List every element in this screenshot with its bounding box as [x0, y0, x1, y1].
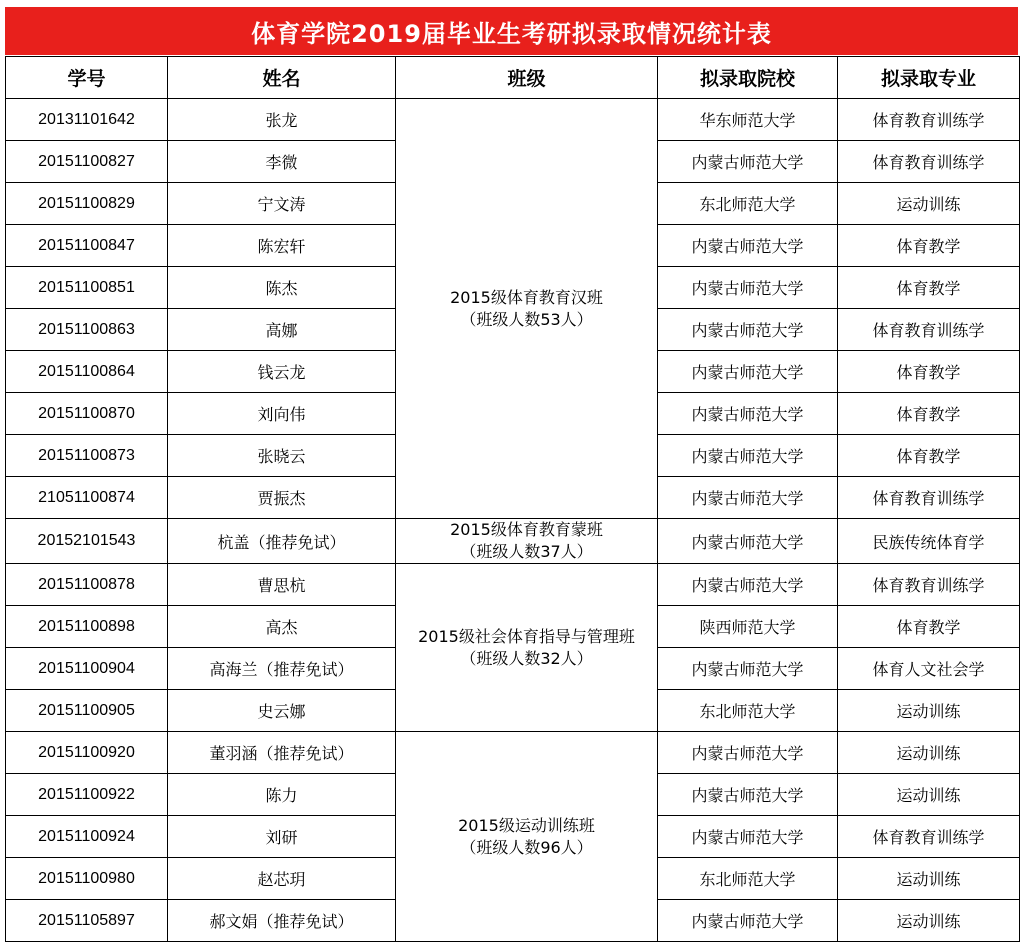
- student-name-cell: 张晓云: [168, 435, 396, 477]
- student-id-cell: 20152101543: [6, 519, 168, 564]
- major-cell: 民族传统体育学: [838, 519, 1020, 564]
- major-cell: 体育人文社会学: [838, 648, 1020, 690]
- header-id: 学号: [6, 57, 168, 99]
- class-name: 2015级体育教育汉班: [450, 287, 603, 307]
- class-cell-social-sports: [396, 564, 658, 732]
- school-cell: 内蒙古师范大学: [658, 351, 838, 393]
- major-cell: 体育教育训练学: [838, 477, 1020, 519]
- school-cell: 内蒙古师范大学: [658, 816, 838, 858]
- major-cell: 运动训练: [838, 690, 1020, 732]
- student-name-cell: 高娜: [168, 309, 396, 351]
- student-name-cell: 董羽涵（推荐免试）: [168, 732, 396, 774]
- major-cell: 运动训练: [838, 858, 1020, 900]
- class-cell-sports-training: [396, 732, 658, 942]
- header-major: 拟录取专业: [838, 57, 1020, 99]
- school-cell: 内蒙古师范大学: [658, 141, 838, 183]
- class-cell-mongolian: [396, 519, 658, 564]
- admission-table: [5, 56, 1020, 942]
- header-name: 姓名: [168, 57, 396, 99]
- major-cell: 体育教育训练学: [838, 816, 1020, 858]
- school-cell: 内蒙古师范大学: [658, 267, 838, 309]
- school-cell: 内蒙古师范大学: [658, 309, 838, 351]
- student-id-cell: 20151100898: [6, 606, 168, 648]
- class-count: （班级人数53人）: [460, 309, 593, 329]
- class-count: （班级人数32人）: [460, 648, 593, 668]
- school-cell: 东北师范大学: [658, 858, 838, 900]
- school-cell: 东北师范大学: [658, 690, 838, 732]
- major-cell: 体育教育训练学: [838, 564, 1020, 606]
- major-cell: 体育教学: [838, 267, 1020, 309]
- school-cell: 内蒙古师范大学: [658, 477, 838, 519]
- major-cell: 运动训练: [838, 732, 1020, 774]
- student-id-cell: 20131101642: [6, 99, 168, 141]
- header-school: 拟录取院校: [658, 57, 838, 99]
- student-name-cell: 钱云龙: [168, 351, 396, 393]
- major-cell: 体育教育训练学: [838, 99, 1020, 141]
- school-cell: 内蒙古师范大学: [658, 564, 838, 606]
- table-title: 体育学院2019届毕业生考研拟录取情况统计表: [5, 7, 1018, 55]
- class-name: 2015级运动训练班: [458, 815, 595, 835]
- student-name-cell: 宁文涛: [168, 183, 396, 225]
- school-cell: 内蒙古师范大学: [658, 435, 838, 477]
- student-name-cell: 赵芯玥: [168, 858, 396, 900]
- major-cell: 体育教学: [838, 606, 1020, 648]
- major-cell: 体育教学: [838, 225, 1020, 267]
- student-id-cell: 20151100878: [6, 564, 168, 606]
- header-class: 班级: [396, 57, 658, 99]
- student-id-cell: 20151100864: [6, 351, 168, 393]
- school-cell: 内蒙古师范大学: [658, 519, 838, 564]
- school-cell: 内蒙古师范大学: [658, 732, 838, 774]
- student-id-cell: 20151100847: [6, 225, 168, 267]
- student-id-cell: 20151100905: [6, 690, 168, 732]
- student-name-cell: 高海兰（推荐免试）: [168, 648, 396, 690]
- class-count: （班级人数37人）: [460, 542, 593, 561]
- major-cell: 体育教学: [838, 435, 1020, 477]
- student-id-cell: 21051100874: [6, 477, 168, 519]
- student-name-cell: 李微: [168, 141, 396, 183]
- student-id-cell: 20151105897: [6, 900, 168, 942]
- student-name-cell: 陈杰: [168, 267, 396, 309]
- major-cell: 体育教育训练学: [838, 309, 1020, 351]
- major-cell: 体育教学: [838, 351, 1020, 393]
- student-id-cell: 20151100980: [6, 858, 168, 900]
- school-cell: 内蒙古师范大学: [658, 225, 838, 267]
- major-cell: 体育教学: [838, 393, 1020, 435]
- student-name-cell: 史云娜: [168, 690, 396, 732]
- student-name-cell: 杭盖（推荐免试）: [168, 519, 396, 564]
- student-id-cell: 20151100829: [6, 183, 168, 225]
- school-cell: 陕西师范大学: [658, 606, 838, 648]
- class-name: 2015级体育教育蒙班: [450, 520, 603, 539]
- school-cell: 内蒙古师范大学: [658, 393, 838, 435]
- school-cell: 内蒙古师范大学: [658, 774, 838, 816]
- student-id-cell: 20151100922: [6, 774, 168, 816]
- table-row: [6, 519, 1020, 564]
- major-cell: 体育教育训练学: [838, 141, 1020, 183]
- student-id-cell: 20151100863: [6, 309, 168, 351]
- school-cell: 东北师范大学: [658, 183, 838, 225]
- student-name-cell: 高杰: [168, 606, 396, 648]
- table-row: [6, 99, 1020, 141]
- table-row: [6, 564, 1020, 606]
- header-row: [6, 57, 1020, 99]
- student-id-cell: 20151100851: [6, 267, 168, 309]
- student-id-cell: 20151100920: [6, 732, 168, 774]
- school-cell: 内蒙古师范大学: [658, 900, 838, 942]
- major-cell: 运动训练: [838, 183, 1020, 225]
- major-cell: 运动训练: [838, 900, 1020, 942]
- student-name-cell: 陈宏轩: [168, 225, 396, 267]
- student-name-cell: 郝文娟（推荐免试）: [168, 900, 396, 942]
- student-id-cell: 20151100873: [6, 435, 168, 477]
- student-name-cell: 张龙: [168, 99, 396, 141]
- student-id-cell: 20151100904: [6, 648, 168, 690]
- class-cell-han: [396, 99, 658, 519]
- major-cell: 运动训练: [838, 774, 1020, 816]
- school-cell: 内蒙古师范大学: [658, 648, 838, 690]
- student-name-cell: 贾振杰: [168, 477, 396, 519]
- class-count: （班级人数96人）: [460, 837, 593, 857]
- student-name-cell: 曹思杭: [168, 564, 396, 606]
- table-row: [6, 732, 1020, 774]
- student-id-cell: 20151100924: [6, 816, 168, 858]
- student-name-cell: 陈力: [168, 774, 396, 816]
- class-name: 2015级社会体育指导与管理班: [418, 626, 635, 646]
- student-id-cell: 20151100827: [6, 141, 168, 183]
- student-name-cell: 刘研: [168, 816, 396, 858]
- student-id-cell: 20151100870: [6, 393, 168, 435]
- student-name-cell: 刘向伟: [168, 393, 396, 435]
- school-cell: 华东师范大学: [658, 99, 838, 141]
